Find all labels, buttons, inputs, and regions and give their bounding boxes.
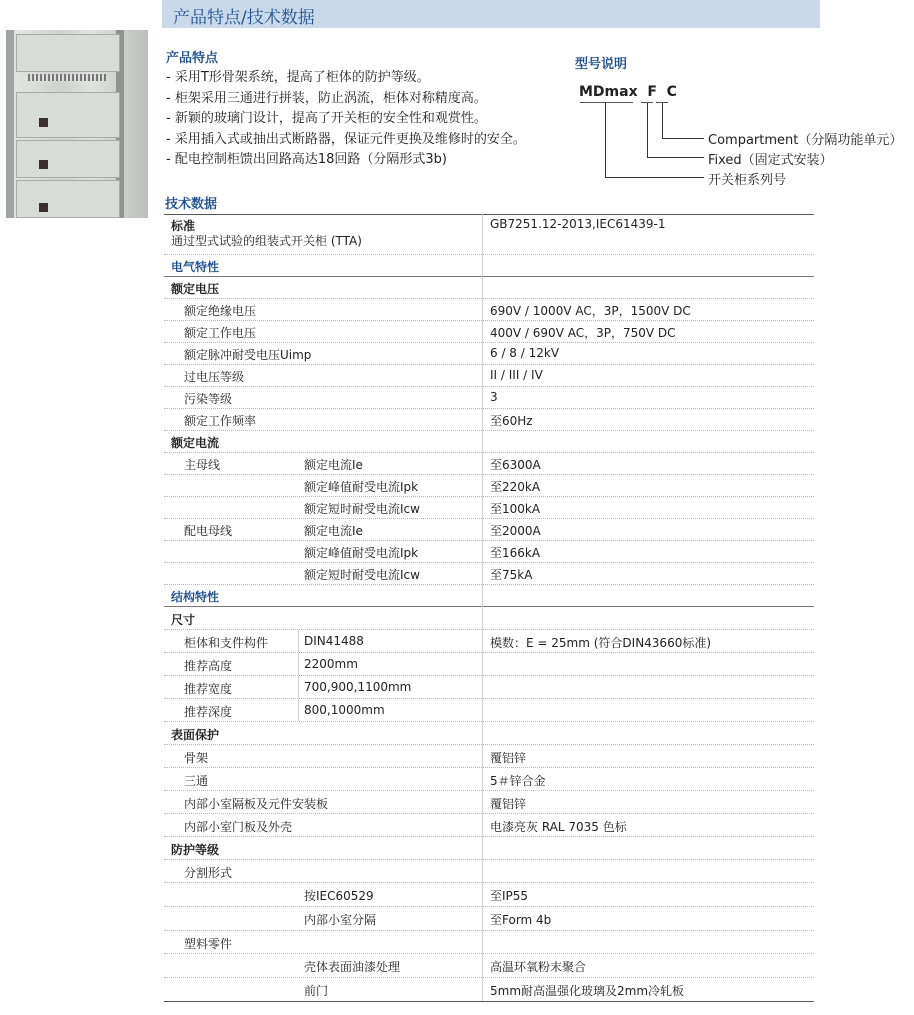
column-divider	[482, 214, 483, 1001]
row-label: 推荐深度	[184, 705, 233, 719]
cabinet-panel	[16, 180, 120, 218]
table-row	[164, 791, 814, 814]
row-value: 至100kA	[490, 502, 541, 516]
row-label: 额定工作频率	[184, 414, 257, 428]
table-row	[164, 768, 814, 791]
row-sublabel: 通过型式试验的组装式开关柜 (TTA)	[171, 234, 362, 248]
table-row	[164, 299, 814, 321]
row-value: 至60Hz	[490, 414, 533, 428]
row-value: II / III / IV	[490, 368, 543, 382]
section-row	[164, 255, 814, 277]
row-label: 柜体和支件构件	[184, 636, 269, 650]
row-value: 400V / 690V AC，3P，750V DC	[490, 326, 676, 340]
table-row	[164, 453, 814, 475]
row-sublabel: DIN41488	[304, 634, 364, 648]
row-value: 5mm耐高温强化玻璃及2mm冷轧板	[490, 984, 685, 998]
switchgear-photo	[6, 30, 148, 218]
table-row	[164, 954, 814, 978]
row-value: 至IP55	[490, 889, 529, 903]
row-label: 结构特性	[171, 590, 220, 604]
row-label: 防护等级	[171, 843, 220, 857]
row-label: 污染等级	[184, 392, 233, 406]
row-label: 配电母线	[184, 524, 233, 538]
row-sublabel: 内部小室分隔	[304, 913, 377, 927]
row-value: 至6300A	[490, 458, 541, 472]
row-sublabel: 额定短时耐受电流Icw	[304, 568, 420, 582]
feature-item: - 新颖的玻璃门设计，提高了开关柜的安全性和观赏性。	[166, 111, 487, 126]
model-underline	[641, 102, 653, 103]
table-row	[164, 699, 814, 722]
table-row	[164, 277, 814, 299]
model-connector	[662, 102, 663, 139]
model-underline	[580, 102, 633, 103]
table-row	[164, 541, 814, 563]
table-row	[164, 321, 814, 343]
row-value: 覆铝锌	[490, 797, 527, 811]
table-row	[164, 814, 814, 837]
row-label: 额定电压	[171, 282, 220, 296]
row-sublabel: 800,1000mm	[304, 703, 385, 717]
table-row	[164, 860, 814, 883]
table-row	[164, 676, 814, 699]
row-label: 额定绝缘电压	[184, 304, 257, 318]
row-label: 推荐宽度	[184, 682, 233, 696]
table-row	[164, 607, 814, 630]
tech-table	[164, 214, 814, 1002]
table-row	[164, 837, 814, 860]
cabinet-column	[6, 30, 14, 218]
row-value: 高温环氧粉末聚合	[490, 960, 587, 974]
row-value: GB7251.12-2013,IEC61439-1	[490, 217, 666, 231]
row-label: 骨架	[184, 751, 209, 765]
row-sublabel: 700,900,1100mm	[304, 680, 412, 694]
row-sublabel: 壳体表面油漆处理	[304, 960, 401, 974]
row-value: 至166kA	[490, 546, 541, 560]
model-label-compartment: Compartment（分隔功能单元）	[708, 133, 903, 148]
table-row	[164, 387, 814, 409]
feature-item: - 采用T形骨架系统，提高了柜体的防护等级。	[166, 70, 430, 85]
row-label: 内部小室隔板及元件安装板	[184, 797, 329, 811]
table-row	[164, 630, 814, 653]
row-label: 内部小室门板及外壳	[184, 820, 293, 834]
model-connector	[605, 102, 606, 178]
column-divider	[298, 653, 299, 675]
row-sublabel: 额定峰值耐受电流Ipk	[304, 480, 419, 494]
row-sublabel: 额定峰值耐受电流Ipk	[304, 546, 419, 560]
row-value: 至Form 4b	[490, 913, 552, 927]
feature-item: - 柜架采用三通进行拼装，防止涡流，柜体对称精度高。	[166, 90, 487, 106]
terminal-strip	[28, 74, 106, 81]
row-value: 电漆亮灰 RAL 7035 色标	[490, 820, 627, 834]
table-row	[164, 431, 814, 453]
cabinet-panel	[16, 140, 120, 178]
model-connector	[662, 138, 704, 139]
table-row	[164, 883, 814, 907]
table-row	[164, 475, 814, 497]
row-label: 标准	[171, 219, 196, 233]
table-row	[164, 343, 814, 365]
indicator-lamp	[39, 118, 48, 127]
row-sublabel: 按IEC60529	[304, 889, 374, 903]
row-value: 覆铝锌	[490, 751, 527, 765]
row-value: 3	[490, 390, 498, 404]
model-code: MDmax F C	[579, 84, 677, 100]
table-row	[164, 563, 814, 585]
column-divider	[298, 699, 299, 721]
row-label: 三通	[184, 774, 209, 788]
table-row	[164, 907, 814, 931]
row-sublabel: 前门	[304, 984, 329, 998]
feature-item: - 采用插入式或抽出式断路器，保证元件更换及维修时的安全。	[166, 131, 526, 147]
row-sublabel: 额定电流Ie	[304, 524, 363, 538]
row-value: 至220kA	[490, 480, 541, 494]
model-label-fixed: Fixed（固定式安装）	[708, 153, 833, 168]
table-row	[164, 978, 814, 1002]
row-label: 额定脉冲耐受电压Uimp	[184, 348, 312, 362]
indicator-lamp	[39, 203, 48, 212]
table-row	[164, 653, 814, 676]
cabinet-panel	[16, 92, 120, 138]
page-title: 产品特点/技术数据	[173, 8, 315, 28]
row-value: 模数：E = 25mm (符合DIN43660标准)	[490, 636, 712, 650]
row-value: 5＃锌合金	[490, 774, 546, 788]
table-row	[164, 215, 814, 255]
table-row	[164, 365, 814, 387]
feature-item: - 配电控制柜馈出回路高达18回路（分隔形式3b)	[166, 152, 447, 167]
table-bottom-rule	[164, 1001, 814, 1002]
section-row	[164, 585, 814, 607]
row-value: 至75kA	[490, 568, 533, 582]
row-sublabel: 额定电流Ie	[304, 458, 363, 472]
features-title: 产品特点	[166, 51, 219, 66]
row-value: 690V / 1000V AC，3P，1500V DC	[490, 304, 691, 318]
row-label: 塑料零件	[184, 937, 233, 951]
model-connector	[647, 102, 648, 158]
row-sublabel: 2200mm	[304, 657, 358, 671]
row-label: 表面保护	[171, 728, 220, 742]
features-list	[166, 68, 526, 171]
indicator-lamp	[39, 160, 48, 169]
row-label: 推荐高度	[184, 659, 233, 673]
tech-title: 技术数据	[165, 197, 218, 212]
table-row	[164, 931, 814, 954]
cabinet-panel	[16, 34, 120, 72]
row-label: 主母线	[184, 458, 221, 472]
model-title: 型号说明	[575, 57, 628, 72]
model-underline	[656, 102, 668, 103]
row-sublabel: 额定短时耐受电流Icw	[304, 502, 420, 516]
table-row	[164, 519, 814, 541]
model-connector	[605, 177, 704, 178]
row-label: 尺寸	[171, 613, 196, 627]
table-row	[164, 745, 814, 768]
column-divider	[298, 630, 299, 652]
row-value: 6 / 8 / 12kV	[490, 346, 560, 360]
table-row	[164, 497, 814, 519]
row-value: 至2000A	[490, 524, 541, 538]
row-label: 电气特性	[171, 260, 220, 274]
row-label: 分割形式	[184, 866, 233, 880]
table-row	[164, 722, 814, 745]
row-label: 额定工作电压	[184, 326, 257, 340]
column-divider	[298, 676, 299, 698]
row-label: 额定电流	[171, 436, 220, 450]
table-row	[164, 409, 814, 431]
model-connector	[647, 157, 704, 158]
row-label: 过电压等级	[184, 370, 245, 384]
model-label-series: 开关柜系列号	[708, 173, 787, 188]
